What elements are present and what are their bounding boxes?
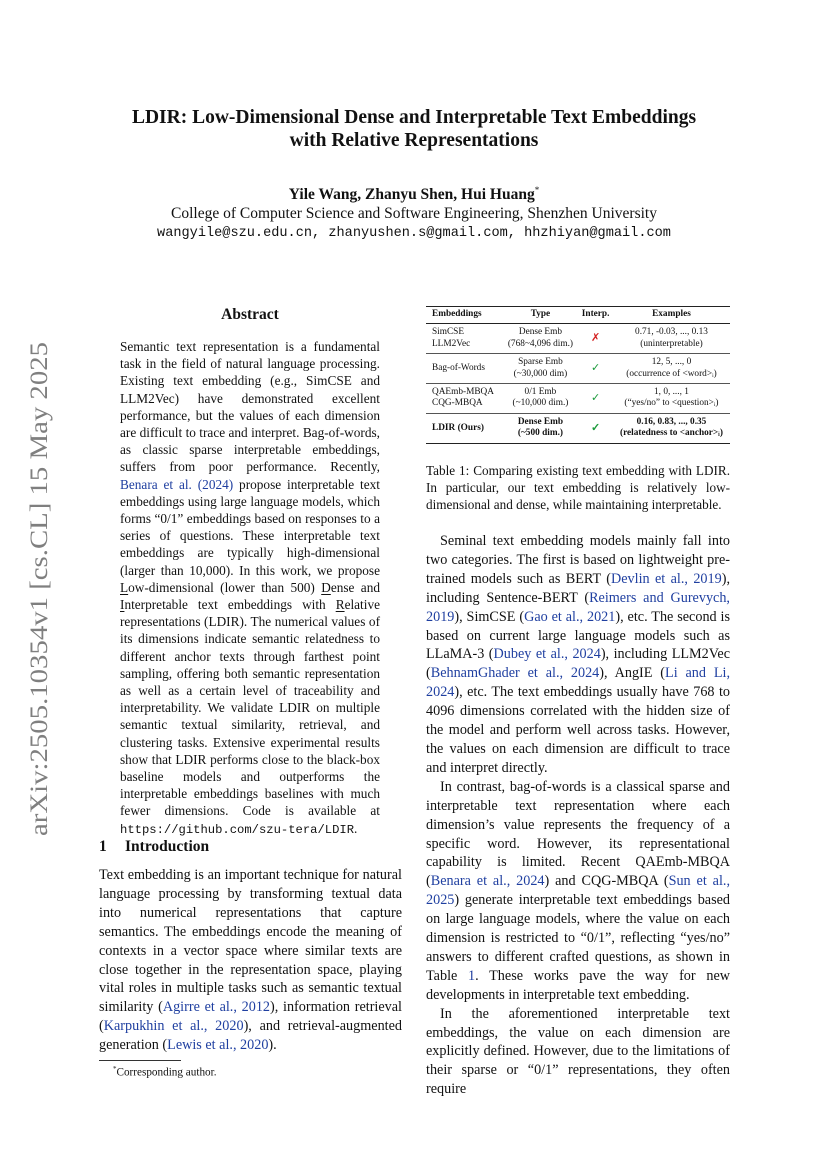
corresponding-author-mark: * (534, 185, 540, 195)
section-number: 1 (99, 838, 107, 855)
footnote (113, 1065, 217, 1079)
cell-example: 0.16, 0.83, ..., 0.35 (relatedness to <anchor>ᵢ) (613, 413, 730, 443)
column-header: Examples (613, 307, 730, 324)
abstract-text: ense and (330, 579, 380, 595)
acronym-letter: I (120, 597, 125, 613)
abstract-body (120, 338, 380, 839)
author-emails: wangyile@szu.edu.cn, zhanyushen.s@gmail.com, hhzhiyan@gmail.com (157, 226, 671, 241)
citation-link[interactable]: Agirre et al., 2012 (162, 999, 271, 1016)
body-text: ). (268, 1037, 277, 1054)
table-row (426, 324, 730, 354)
paragraph: In the aforementioned interpretable text embeddings, the value on each dimension are explicitly defined. However, due to the limitations of their sparse or “0/1” representations, they often require (426, 1005, 730, 1098)
acronym-letter: R (335, 597, 345, 613)
citation-link[interactable]: Benara et al. (2024) (120, 476, 234, 492)
abstract-text: Semantic text representation is a fundamental task in the field of natural language processing. Existing text embedding (e.g., SimCSE and LLM2Vec) have demonstrated excellent performance, but the values of each dimension are difficult to trace and interpret. Bag-of-words, as classic sparse interpretable embeddings, suffers from poor performance. Recently, (120, 339, 380, 475)
body-text: Text embedding is an important technique for natural language processing by transforming textual data into numerical representations that capture semantics. The embeddings encode the meaning of contexts in a vector space where similar texts are close together in the representation space, playing vital roles in multiple tasks such as semantic textual similarity ( (99, 867, 402, 1016)
check-icon: ✓ (578, 413, 613, 443)
introduction-body (99, 866, 402, 1055)
body-text: ), and retrieval-augmented generation ( (99, 1018, 403, 1054)
cell-example: 12, 5, ..., 0 (occurrence of <word>ᵢ) (613, 354, 730, 384)
abstract-text: . (354, 820, 358, 836)
acronym-letter: D (321, 579, 331, 595)
footnote-text: Corresponding author. (116, 1066, 217, 1079)
cell-type: Dense Emb (768~4,096 dim.) (503, 324, 579, 354)
cell-embedding: SimCSE LLM2Vec (426, 324, 503, 354)
title-line-2: with Relative Representations (289, 130, 539, 151)
paper-title (100, 106, 728, 152)
cell-type: 0/1 Emb (~10,000 dim.) (503, 384, 579, 414)
citation-link[interactable]: Reimers and Gurevych, 2019 (426, 589, 730, 625)
check-icon: ✓ (578, 354, 613, 384)
body-text: ), information retrieval ( (99, 999, 402, 1035)
author-list (100, 185, 728, 204)
check-icon: ✓ (578, 384, 613, 414)
citation-link[interactable]: Dubey et al., 2024 (493, 646, 601, 663)
arxiv-identifier (16, 340, 58, 836)
title-line-1: LDIR: Low-Dimensional Dense and Interpretable Text Embeddings (131, 107, 697, 128)
author-names: Yile Wang, Zhanyu Shen, Hui Huang (288, 186, 535, 204)
cell-embedding: LDIR (Ours) (426, 413, 503, 443)
section-title: Introduction (125, 838, 210, 855)
column-header: Interp. (578, 307, 613, 324)
cell-embedding: Bag-of-Words (426, 354, 503, 384)
cell-type: Sparse Emb (~30,000 dim) (503, 354, 579, 384)
table-row (426, 384, 730, 414)
citation-link[interactable]: Lewis et al., 2020 (167, 1037, 269, 1054)
cell-example: 1, 0, ..., 1 (“yes/no” to <question>ᵢ) (613, 384, 730, 414)
citation-link[interactable]: Gao et al., 2021 (524, 608, 616, 625)
cell-embedding: QAEmb-MBQA CQG-MBQA (426, 384, 503, 414)
abstract-text: nterpretable text embeddings with (124, 597, 336, 613)
footnote-mark: * (113, 1065, 117, 1073)
abstract-text: propose interpretable text embeddings using large language models, which forms “0/1” embeddings based on responses to a series of questions. These interpretable text embeddings are typically high-dimensional (larger than 10,000). In this work, we propose (120, 476, 380, 578)
cell-type: Dense Emb (~500 dim.) (503, 413, 579, 443)
abstract-heading: Abstract (221, 306, 279, 323)
citation-link[interactable]: Benara et al., 2024 (430, 873, 545, 890)
right-column-body (426, 532, 730, 1099)
arxiv-id-text: arXiv:2505.10354v1 [cs.CL] 15 May 2025 (24, 398, 53, 836)
section-heading-introduction (99, 838, 209, 856)
paragraph: In contrast, bag-of-words is a classical sparse and interpretable text representation where each dimension’s value represents the frequency of a specific word. However, its representational capability is limited. Recent QAEmb-MBQA (Benara et al., 2024) and CQG-MBQA (Sun et al., 2025) generate interpretable text embeddings based on large language models, where the value on each dimension is restricted to “0/1”, reflecting “yes/no” answers to different crafted questions, as shown in Table 1. These works pave the way for new developments in interpretable text embedding. (426, 778, 730, 1003)
comparison-table (426, 306, 730, 513)
abstract-text: elative representations (LDIR). The numerical values of its dimensions indicate semantic relatedness to different anchor texts through farthest point sampling, offering both semantic representation as well as a certain level of traceability and interpretability. We validate LDIR on multiple semantic textual similarity, retrieval, and clustering tasks. Extensive experimental results show that LDIR performs close to the black-box baseline models and outperforms the interpretable embeddings baselines with much fewer dimensions. Code is available at (120, 597, 380, 819)
cell-example: 0.71, -0.03, ..., 0.13 (uninterpretable) (613, 324, 730, 354)
paragraph: Seminal text embedding models mainly fall into two categories. The first is based on lightweight pre-trained models such as BERT (Devlin et al., 2019), including Sentence-BERT (Reimers and Gurevych, 2019), SimCSE (Gao et al., 2021), etc. The second is based on current large language models such as LLaMA-3 (Dubey et al., 2024), including LLM2Vec (BehnamGhader et al., 2024), AngIE (Li and Li, 2024), etc. The text embeddings usually have 768 to 4096 dimensions correlated with the hidden size of the model and perform well across tasks. However, the values on each dimension are difficult to trace and interpret directly. (426, 533, 731, 776)
abstract-text: ow-dimensional (lower than 500) (128, 579, 322, 595)
affiliation: College of Computer Science and Software Engineering, Shenzhen University (171, 205, 657, 222)
citation-link[interactable]: Karpukhin et al., 2020 (103, 1018, 244, 1035)
citation-link[interactable]: BehnamGhader et al., 2024 (430, 665, 600, 682)
column-header: Type (503, 307, 579, 324)
cross-icon: ✗ (578, 324, 613, 354)
citation-link[interactable]: Li and Li, 2024 (426, 665, 730, 701)
citation-link[interactable]: Devlin et al., 2019 (611, 570, 722, 587)
citation-link[interactable]: Sun et al., 2025 (426, 873, 730, 909)
acronym-letter: L (120, 579, 129, 595)
table-row (426, 413, 730, 443)
table-reference-link[interactable]: 1 (468, 967, 476, 984)
column-header: Embeddings (426, 307, 503, 324)
footnote-divider (99, 1060, 181, 1061)
table-header-row (426, 307, 730, 324)
table-row (426, 354, 730, 384)
code-url-link[interactable]: https://github.com/szu-tera/LDIR (120, 822, 355, 837)
table-caption: Table 1: Comparing existing text embedding with LDIR. In particular, our text embedding is relatively low-dimensional and dense, while maintaining interpretable. (426, 462, 730, 513)
